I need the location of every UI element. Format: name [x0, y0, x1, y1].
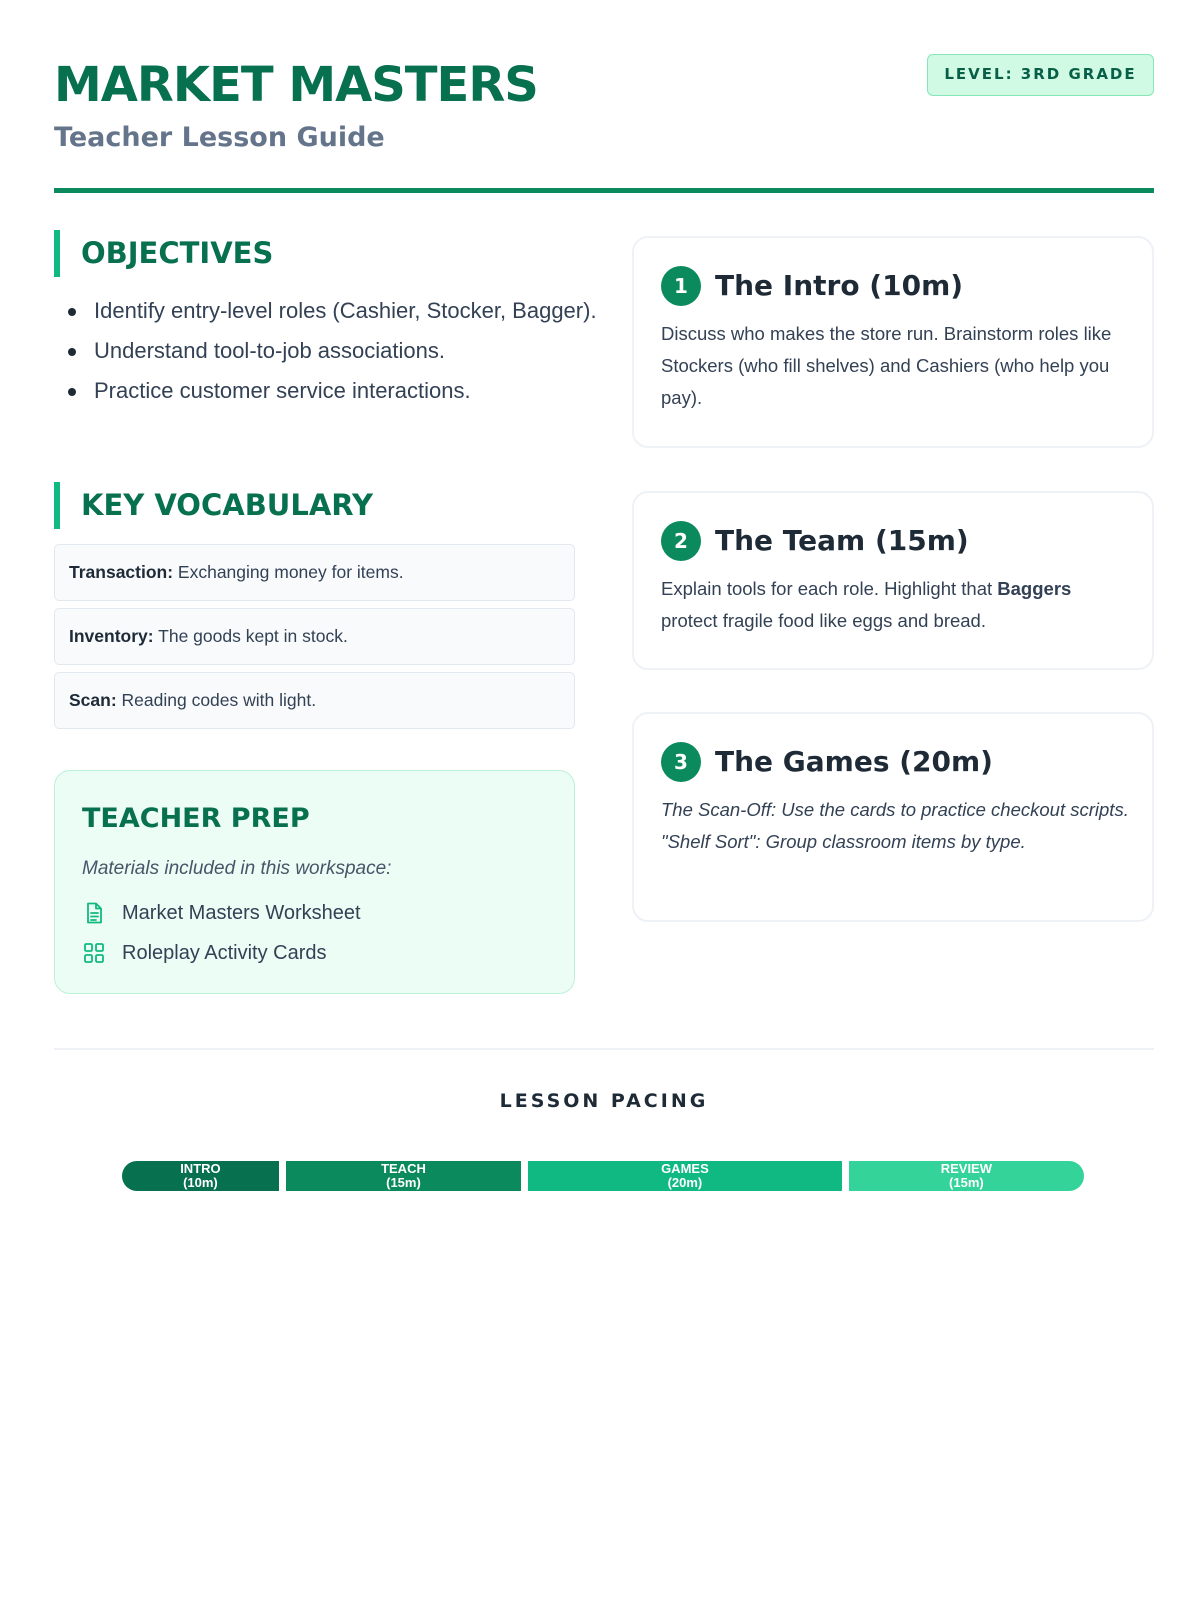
grid-icon — [82, 941, 106, 965]
vocab-term: Inventory: — [69, 626, 154, 646]
section-divider — [54, 1048, 1154, 1050]
objectives-heading — [54, 230, 614, 277]
teacher-prep-note: Materials included in this workspace: — [82, 858, 392, 879]
material-label: Market Masters Worksheet — [122, 902, 361, 924]
vocab-item-inventory — [54, 608, 575, 665]
step-card-team — [632, 491, 1154, 670]
pacing-segment-duration: (20m) — [667, 1175, 703, 1190]
page-title: MARKET MASTERS — [54, 57, 538, 113]
objective-item: Identify entry-level roles (Cashier, Stocker, Bagger). — [68, 294, 608, 328]
vocab-item-transaction — [54, 544, 575, 601]
pacing-segment-review — [849, 1161, 1084, 1191]
pacing-segment-label: REVIEW — [940, 1161, 993, 1176]
step-number-badge: 1 — [661, 266, 701, 306]
pacing-segment-duration: (15m) — [949, 1175, 984, 1190]
step-title: The Team (15m) — [715, 524, 969, 557]
vocabulary-heading-text: KEY VOCABULARY — [81, 488, 374, 522]
step-number-badge: 3 — [661, 742, 701, 782]
objectives-list — [68, 294, 608, 414]
step-title: The Games (20m) — [715, 745, 993, 778]
page-subtitle: Teacher Lesson Guide — [54, 122, 385, 153]
pacing-segment-duration: (10m) — [183, 1175, 218, 1190]
pacing-heading: LESSON PACING — [499, 1090, 709, 1112]
pacing-segment-teach — [286, 1161, 521, 1191]
teacher-prep-panel — [54, 770, 575, 994]
vocab-definition: The goods kept in stock. — [153, 626, 348, 646]
step-text: Explain tools for each role. Highlight that — [661, 578, 998, 599]
step-description: Discuss who makes the store run. Brainstorm roles like Stockers (who fill shelves) and Cashiers (who help you pay). — [661, 323, 1112, 408]
step-description — [661, 573, 1131, 637]
pacing-segment-duration: (15m) — [386, 1175, 421, 1190]
vocab-definition: Reading codes with light. — [116, 690, 317, 710]
document-icon — [82, 901, 106, 925]
step-card-games — [632, 712, 1154, 922]
lesson-guide-page — [54, 0, 1154, 1600]
pacing-segment-games — [528, 1161, 842, 1191]
vocab-item-scan — [54, 672, 575, 729]
vocab-term: Scan: — [69, 690, 117, 710]
objectives-heading-text: OBJECTIVES — [81, 236, 274, 270]
objective-item: Understand tool-to-job associations. — [68, 334, 608, 368]
teacher-prep-heading: TEACHER PREP — [82, 803, 310, 834]
step-number-badge: 2 — [661, 521, 701, 561]
material-label: Roleplay Activity Cards — [122, 942, 327, 964]
header-divider — [54, 188, 1154, 193]
pacing-segment-label: GAMES — [661, 1161, 709, 1176]
step-description: The Scan-Off: Use the cards to practice checkout scripts. "Shelf Sort": Group classroom items by type. — [661, 799, 1129, 852]
vocabulary-heading — [54, 482, 614, 529]
step-text: protect fragile food like eggs and bread. — [661, 610, 986, 631]
level-badge: LEVEL: 3RD GRADE — [927, 54, 1154, 96]
step-highlight: Baggers — [997, 578, 1072, 599]
vocab-term: Transaction: — [69, 562, 174, 582]
step-card-intro — [632, 236, 1154, 448]
step-title: The Intro (10m) — [715, 269, 964, 302]
pacing-segment-label: TEACH — [381, 1161, 426, 1176]
vocab-definition: Exchanging money for items. — [173, 562, 404, 582]
pacing-segment-intro — [122, 1161, 279, 1191]
pacing-segment-label: INTRO — [180, 1161, 221, 1176]
objective-item: Practice customer service interactions. — [68, 374, 608, 408]
